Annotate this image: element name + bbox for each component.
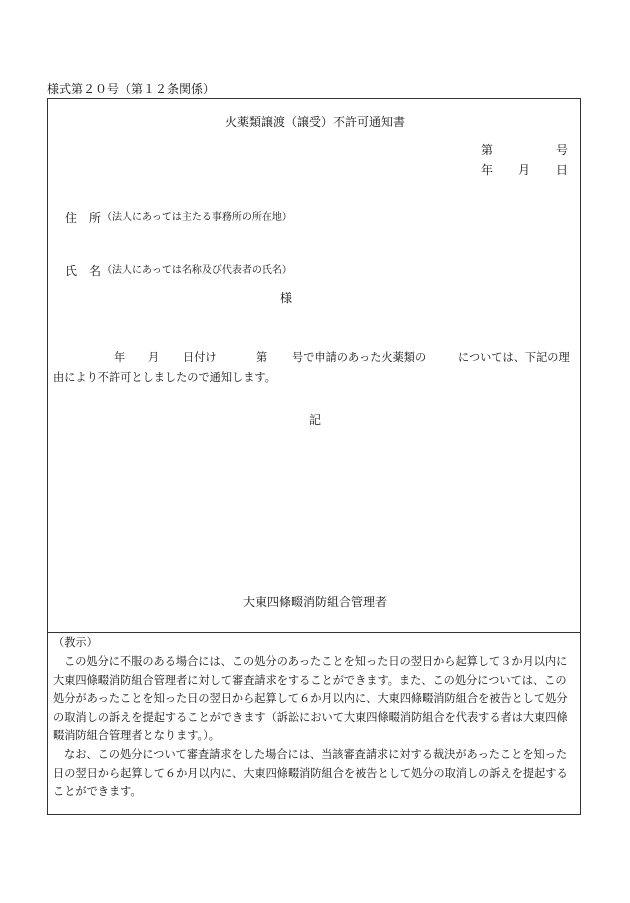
name-label: 氏 名 — [65, 264, 102, 278]
notice-paragraph-1: この処分に不服のある場合には、この処分のあったことを知った日の翌日から起算して３か月以内に大東四條畷消防組合管理者に対して審査請求をすることができます。また、この処分については、この処分があったことを知った日の翌日から起算して６か月以内に、大東四條畷消防組合を被告として処分の取消しの訴えを提起することができます（訴訟において大東四條畷消防組合を代表する者は大東四條畷消防組合管理者となります。）。 — [53, 655, 568, 742]
body-go-text: 号で申請のあった火薬類の — [292, 351, 427, 364]
notice-heading: （教示） — [53, 636, 98, 649]
notice-paragraph-2: なお、この処分について審査請求をした場合には、当該審査請求に対する裁決があったことを知った日の翌日から起算して６か月以内に、大東四條畷消防組合を被告として処分の取消しの訴えを提起することができます。 — [53, 748, 568, 798]
body-hizuke: 日付け — [183, 351, 217, 364]
date-month: 月 — [518, 163, 531, 177]
date-year: 年 — [481, 163, 494, 177]
number-go: 号 — [556, 143, 569, 157]
body-tsuki: 月 — [148, 351, 160, 364]
form-number: 様式第２０号（第１２条関係） — [47, 82, 216, 96]
body-tail: については、下記の理 — [458, 351, 570, 364]
name-note: （法人にあっては名称及び代表者の氏名） — [102, 265, 292, 276]
honorific-sama: 様 — [280, 291, 293, 305]
body-nen: 年 — [114, 351, 126, 364]
notice-divider — [47, 632, 581, 633]
body-line-2: 由により不許可としましたので通知します。 — [53, 371, 276, 384]
body-dai: 第 — [256, 351, 268, 364]
ki-marker: 記 — [309, 413, 322, 427]
issuer-name: 大東四條畷消防組合管理者 — [243, 595, 388, 609]
date-day: 日 — [556, 163, 569, 177]
address-note: （法人にあっては主たる事務所の所在地） — [102, 212, 292, 223]
document-title: 火薬類譲渡（譲受）不許可通知書 — [224, 115, 405, 129]
address-label: 住 所 — [65, 211, 102, 225]
number-dai: 第 — [481, 143, 494, 157]
